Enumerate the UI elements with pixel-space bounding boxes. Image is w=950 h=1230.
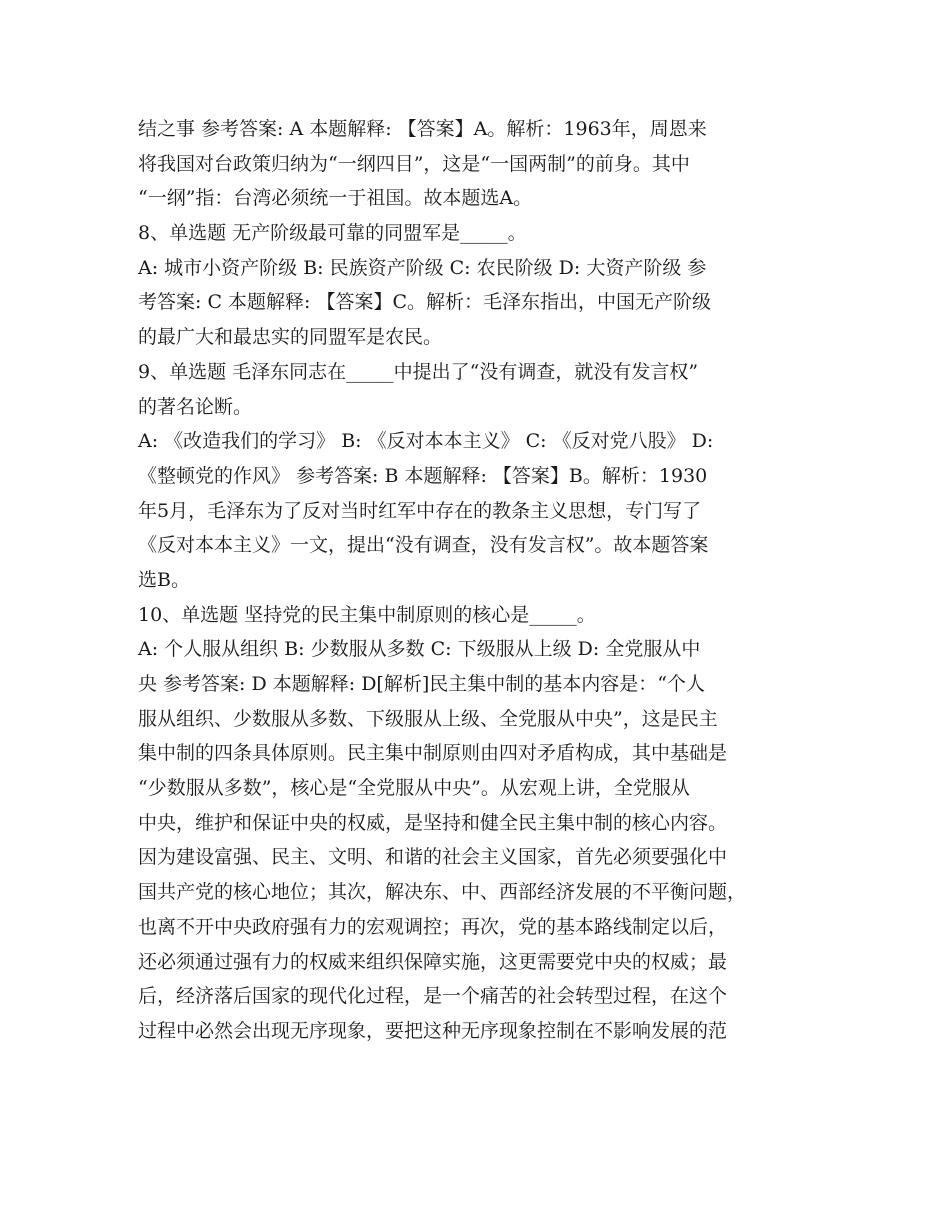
text-line: “一纲”指：台湾必须统一于祖国。故本题选A。 [138, 187, 533, 210]
document-page [138, 112, 828, 1049]
text-line: 服从组织、少数服从多数、下级服从上级、全党服从中央”，这是民主 [138, 707, 718, 730]
question-8-heading: 8、单选题 无产阶级最可靠的同盟军是_____。 [138, 222, 527, 245]
text-line: “少数服从多数”，核心是“全党服从中央”。从宏观上讲，全党服从 [138, 777, 690, 800]
text-line: 考答案: C 本题解释: 【答案】C。解析：毛泽东指出，中国无产阶级 [138, 291, 711, 314]
text-line: 将我国对台政策归纳为“一纲四目”，这是“一国两制”的前身。其中 [138, 152, 690, 175]
text-line: 中央，维护和保证中央的权威，是坚持和健全民主集中制的核心内容。 [138, 811, 728, 834]
text-line: 过程中必然会出现无序现象，要把这种无序现象控制在不影响发展的范 [138, 1019, 728, 1042]
question-9-options: A: 《改造我们的学习》 B: 《反对本本主义》 C: 《反对党八股》 D: [138, 430, 714, 453]
text-line: 的最广大和最忠实的同盟军是农民。 [138, 326, 443, 349]
text-line: 的著名论断。 [138, 395, 253, 418]
question-8-options: A: 城市小资产阶级 B: 民族资产阶级 C: 农民阶级 D: 大资产阶级 参 [138, 256, 707, 279]
text-line: 央 参考答案: D 本题解释: D[解析]民主集中制的基本内容是：“个人 [138, 673, 705, 695]
question-10-heading: 10、单选题 坚持党的民主集中制原则的核心是_____。 [138, 603, 596, 626]
text-line: 也离不开中央政府强有力的宏观调控；再次，党的基本路线制定以后， [138, 915, 728, 938]
question-9-heading: 9、单选题 毛泽东同志在_____中提出了“没有调查，就没有发言权” [138, 360, 699, 383]
text-line: 还必须通过强有力的权威来组织保障实施，这更需要党中央的权威；最 [138, 950, 728, 973]
text-line: 《整顿党的作风》 参考答案: B 本题解释: 【答案】B。解析：1930 [138, 464, 708, 487]
text-line: 结之事 参考答案: A 本题解释: 【答案】A。解析：1963年，周恩来 [138, 118, 707, 140]
text-line: 《反对本本主义》一文，提出“没有调查，没有发言权”。故本题答案 [138, 534, 709, 557]
text-line: 后，经济落后国家的现代化过程，是一个痛苦的社会转型过程，在这个 [138, 985, 728, 1008]
text-line: 国共产党的核心地位；其次，解决东、中、西部经济发展的不平衡问题， [138, 881, 747, 904]
text-line: 因为建设富强、民主、文明、和谐的社会主义国家，首先必须要强化中 [138, 846, 728, 869]
text-line: 选B。 [138, 568, 190, 591]
text-line: 集中制的四条具体原则。民主集中制原则由四对矛盾构成，其中基础是 [138, 742, 728, 765]
question-10-options: A: 个人服从组织 B: 少数服从多数 C: 下级服从上级 D: 全党服从中 [138, 638, 701, 661]
text-line: 年5月，毛泽东为了反对当时红军中存在的教条主义思想，专门写了 [138, 499, 702, 522]
